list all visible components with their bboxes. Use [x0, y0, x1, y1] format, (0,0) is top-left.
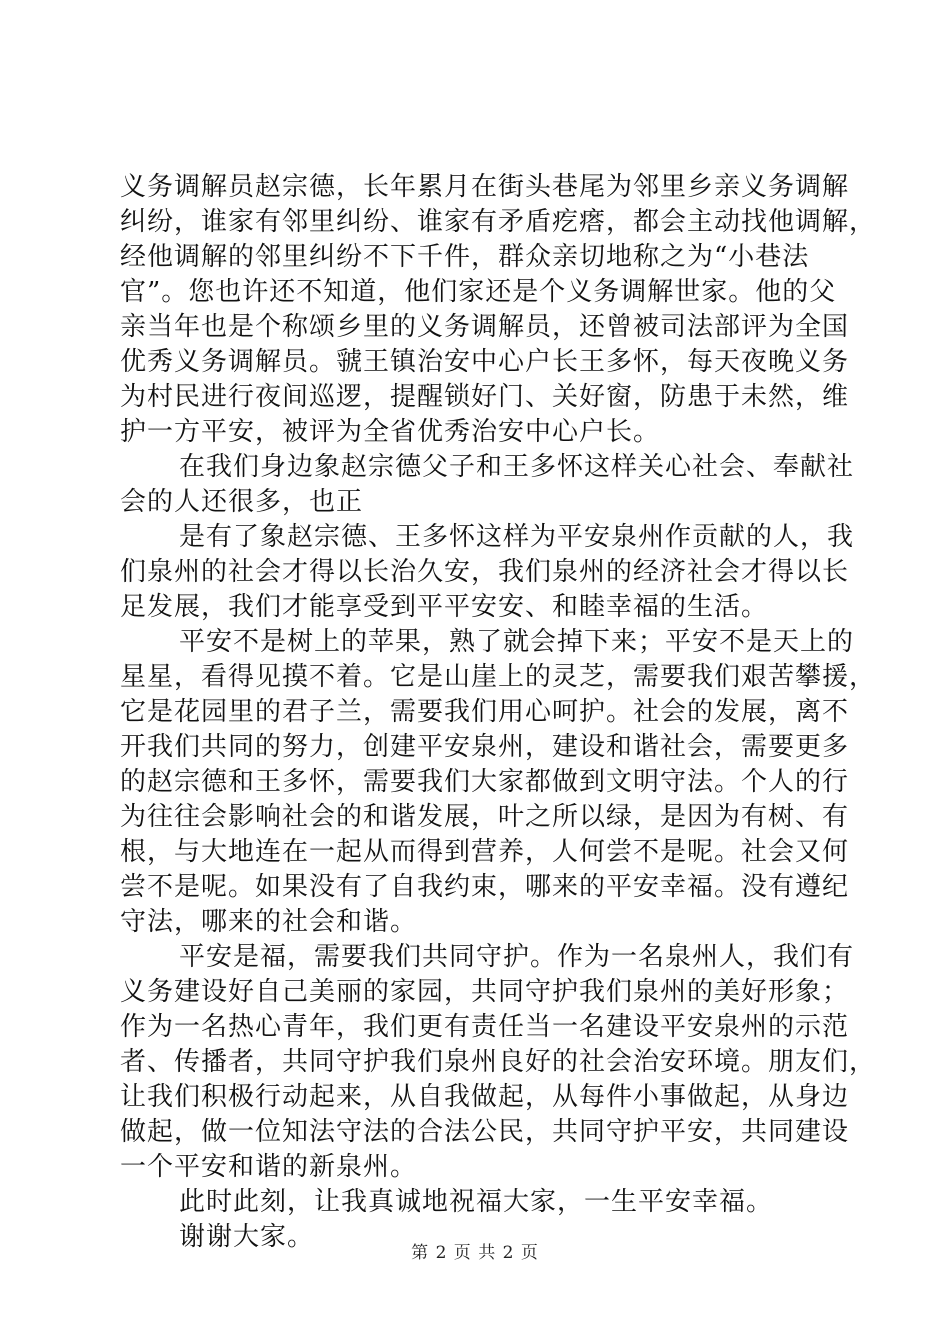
text-line: 亲当年也是个称颂乡里的义务调解员，还曾被司法部评为全国	[120, 312, 850, 342]
text-line: 做起，做一位知法守法的合法公民，共同守护平安，共同建设	[120, 1117, 850, 1147]
text-line: 一个平安和谐的新泉州。	[120, 1152, 418, 1182]
paragraph-1	[120, 170, 877, 450]
text-line: 官”。您也许还不知道，他们家还是个义务调解世家。他的父	[120, 277, 837, 307]
text-line: 经他调解的邻里纠纷不下千件，群众亲切地称之为“小巷法	[120, 242, 810, 272]
text-line: 在我们身边象赵宗德父子和王多怀这样关心社会、奉献社	[179, 452, 855, 482]
text-line: 守法，哪来的社会和谐。	[120, 907, 418, 937]
text-line: 足发展，我们才能享受到平平安安、和睦幸福的生活。	[120, 592, 769, 622]
page-number-footer: 第 2 页 共 2 页	[411, 1243, 539, 1263]
text-line: 是有了象赵宗德、王多怀这样为平安泉州作贡献的人，我	[179, 522, 855, 552]
text-line: 会的人还很多，也正	[120, 487, 364, 517]
text-line: 此时此刻，让我真诚地祝福大家，一生平安幸福。	[179, 1187, 774, 1217]
text-line: 们泉州的社会才得以长治久安，我们泉州的经济社会才得以长	[120, 557, 850, 587]
paragraph-5	[120, 940, 877, 1185]
text-line: 为往往会影响社会的和谐发展，叶之所以绿，是因为有树、有	[120, 802, 850, 832]
text-line: 为村民进行夜间巡逻，提醒锁好门、关好窗，防患于未然，维	[120, 382, 850, 412]
text-line: 作为一名热心青年，我们更有责任当一名建设平安泉州的示范	[120, 1012, 850, 1042]
text-line: 义务调解员赵宗德，长年累月在街头巷尾为邻里乡亲义务调解	[120, 172, 850, 202]
text-line: 护一方平安，被评为全省优秀治安中心户长。	[120, 417, 661, 447]
text-line: 根，与大地连在一起从而得到营养，人何尝不是呢。社会又何	[120, 837, 850, 867]
text-line: 优秀义务调解员。虢王镇治安中心户长王多怀，每天夜晚义务	[120, 347, 850, 377]
document-body	[120, 170, 877, 1255]
text-line: 平安不是树上的苹果，熟了就会掉下来；平安不是天上的	[179, 627, 855, 657]
text-line: 者、传播者，共同守护我们泉州良好的社会治安环境。朋友们，	[120, 1047, 877, 1077]
text-line: 让我们积极行动起来，从自我做起，从每件小事做起，从身边	[120, 1082, 850, 1112]
paragraph-2	[120, 450, 855, 520]
paragraph-6	[120, 1185, 835, 1220]
text-line: 纠纷，谁家有邻里纠纷、谁家有矛盾疙瘩，都会主动找他调解，	[120, 207, 877, 237]
text-line: 平安是福，需要我们共同守护。作为一名泉州人，我们有	[179, 942, 855, 972]
text-line: 尝不是呢。如果没有了自我约束，哪来的平安幸福。没有遵纪	[120, 872, 850, 902]
text-line: 的赵宗德和王多怀，需要我们大家都做到文明守法。个人的行	[120, 767, 850, 797]
text-line: 开我们共同的努力，创建平安泉州，建设和谐社会，需要更多	[120, 732, 850, 762]
text-line: 它是花园里的君子兰，需要我们用心呵护。社会的发展，离不	[120, 697, 850, 727]
text-line: 谢谢大家。	[179, 1222, 315, 1252]
paragraph-3	[120, 520, 855, 625]
paragraph-4	[120, 625, 877, 940]
text-line: 星星，看得见摸不着。它是山崖上的灵芝，需要我们艰苦攀援，	[120, 662, 877, 692]
text-line: 义务建设好自己美丽的家园，共同守护我们泉州的美好形象；	[120, 977, 850, 1007]
